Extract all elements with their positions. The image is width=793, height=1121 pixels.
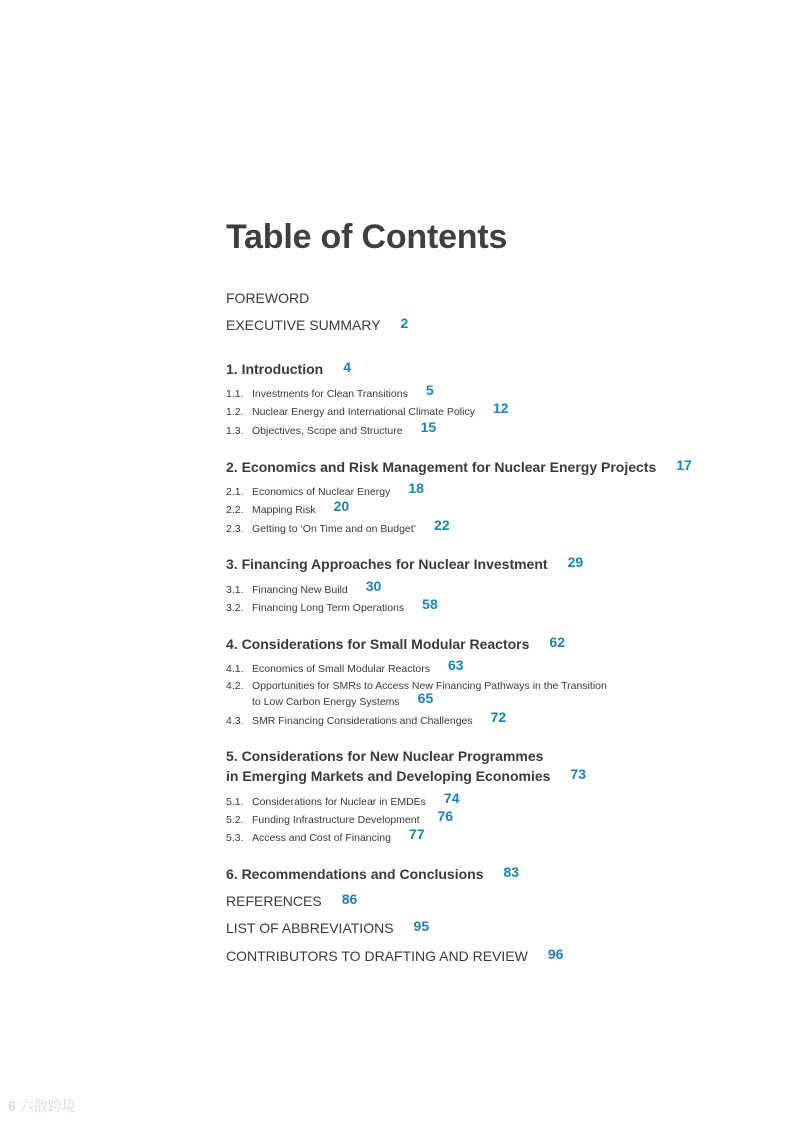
page-number: 15 <box>420 419 437 435</box>
section-number: 3.1. <box>226 584 244 596</box>
page-number: 83 <box>503 864 520 880</box>
page-number: 76 <box>437 808 454 824</box>
section-number: 4.2. <box>226 680 244 692</box>
entry-label: Access and Cost of Financing <box>252 832 391 844</box>
chapter-label: 6. Recommendations and Conclusions <box>226 866 484 882</box>
page-number: 96 <box>547 946 564 962</box>
page-number: 4 <box>343 359 352 375</box>
entry-label: EXECUTIVE SUMMARY <box>226 317 381 333</box>
toc-subsection-2-2[interactable] <box>226 500 349 516</box>
entry-label: CONTRIBUTORS TO DRAFTING AND REVIEW <box>226 948 528 964</box>
chapter-label: 3. Financing Approaches for Nuclear Investment <box>226 556 548 572</box>
toc-subsection-3-2[interactable] <box>226 598 438 614</box>
chapter-label: 4. Considerations for Small Modular Reactors <box>226 636 530 652</box>
page-number: 30 <box>365 578 382 594</box>
toc-entry-contributors[interactable] <box>226 948 563 964</box>
page-number: 22 <box>434 517 450 533</box>
section-number: 2.3. <box>226 523 244 535</box>
toc-chapter-4[interactable] <box>226 634 565 654</box>
entry-label-continuation <box>226 690 607 709</box>
entry-label-cont-text: to Low Carbon Energy Systems <box>252 696 400 708</box>
section-number: 1.2. <box>226 406 244 418</box>
chapter-label-continuation: in Emerging Markets and Developing Economies <box>226 768 551 784</box>
toc-subsection-5-1[interactable] <box>226 792 459 808</box>
page-title: Table of Contents <box>226 218 508 256</box>
entry-label: Financing New Build <box>252 584 348 596</box>
toc-entry-executive-summary[interactable] <box>226 317 408 333</box>
page-number: 12 <box>492 400 509 416</box>
chapter-label: 2. Economics and Risk Management for Nuclear Energy Projects <box>226 459 657 475</box>
chapter-label: 5. Considerations for New Nuclear Programmes <box>226 748 544 764</box>
entry-label: Getting to ‘On Time and on Budget’ <box>252 523 417 535</box>
entry-label: Considerations for Nuclear in EMDEs <box>252 796 426 808</box>
toc-entry-abbreviations[interactable] <box>226 920 429 936</box>
section-number: 5.1. <box>226 796 244 808</box>
section-number: 2.2. <box>226 504 244 516</box>
watermark-logo-icon: 6 <box>8 1098 16 1114</box>
entry-label: Opportunities for SMRs to Access New Financing Pathways in the Transition <box>252 680 607 692</box>
watermark <box>8 1096 76 1116</box>
entry-label: SMR Financing Considerations and Challenges <box>252 715 473 727</box>
section-number: 4.1. <box>226 663 244 675</box>
entry-label: REFERENCES <box>226 893 322 909</box>
toc-chapter-2[interactable] <box>226 457 692 477</box>
toc-entry-references[interactable] <box>226 893 357 909</box>
page-number: 20 <box>333 498 350 514</box>
entry-label: Investments for Clean Transitions <box>252 388 408 400</box>
toc-chapter-1[interactable] <box>226 359 351 379</box>
toc-chapter-3[interactable] <box>226 554 583 574</box>
toc-subsection-4-3[interactable] <box>226 711 506 727</box>
section-number: 1.1. <box>226 388 244 400</box>
entry-label: Objectives, Scope and Structure <box>252 425 403 437</box>
section-number: 1.3. <box>226 425 244 437</box>
entry-label: Mapping Risk <box>252 504 316 516</box>
toc-chapter-6[interactable] <box>226 864 519 884</box>
page-number: 95 <box>413 918 430 934</box>
entry-label: FOREWORD <box>226 290 310 306</box>
page-number: 77 <box>408 826 425 842</box>
page-number: 58 <box>422 596 438 612</box>
entry-label: Financing Long Term Operations <box>252 602 405 614</box>
page-number: 18 <box>408 480 424 496</box>
toc-subsection-1-3[interactable] <box>226 421 436 437</box>
chapter-label: 1. Introduction <box>226 361 324 377</box>
toc-subsection-2-3[interactable] <box>226 519 450 535</box>
page-number: 73 <box>570 766 586 782</box>
toc-subsection-4-1[interactable] <box>226 659 464 675</box>
toc-subsection-5-2[interactable] <box>226 810 453 826</box>
section-number: 3.2. <box>226 602 244 614</box>
entry-label: Economics of Nuclear Energy <box>252 486 391 498</box>
entry-label: LIST OF ABBREVIATIONS <box>226 920 394 936</box>
section-number: 4.3. <box>226 715 244 727</box>
watermark-text: 六散跨境 <box>19 1098 76 1114</box>
page-number: 5 <box>425 382 434 398</box>
page-number: 86 <box>341 891 358 907</box>
page-number: 63 <box>447 657 464 673</box>
page-number: 62 <box>549 634 565 650</box>
page-number: 17 <box>676 457 692 473</box>
toc-subsection-5-3[interactable] <box>226 828 424 844</box>
page-number: 2 <box>400 315 409 331</box>
section-number: 5.2. <box>226 814 244 826</box>
entry-label: Economics of Small Modular Reactors <box>252 663 430 675</box>
toc-subsection-2-1[interactable] <box>226 482 424 498</box>
toc-subsection-1-1[interactable] <box>226 384 434 400</box>
toc-subsection-4-2[interactable] <box>226 679 607 709</box>
page-number: 74 <box>443 790 460 806</box>
entry-label: Nuclear Energy and International Climate Policy <box>252 406 475 418</box>
page-number: 65 <box>417 690 434 706</box>
entry-label: Funding Infrastructure Development <box>252 814 420 826</box>
page-number: 72 <box>490 709 507 725</box>
section-number: 5.3. <box>226 832 244 844</box>
section-number: 2.1. <box>226 486 244 498</box>
page-number: 29 <box>567 554 584 570</box>
toc-entry-foreword[interactable] <box>226 290 309 306</box>
toc-subsection-3-1[interactable] <box>226 580 381 596</box>
toc-subsection-1-2[interactable] <box>226 402 509 418</box>
toc-chapter-5[interactable] <box>226 746 586 786</box>
